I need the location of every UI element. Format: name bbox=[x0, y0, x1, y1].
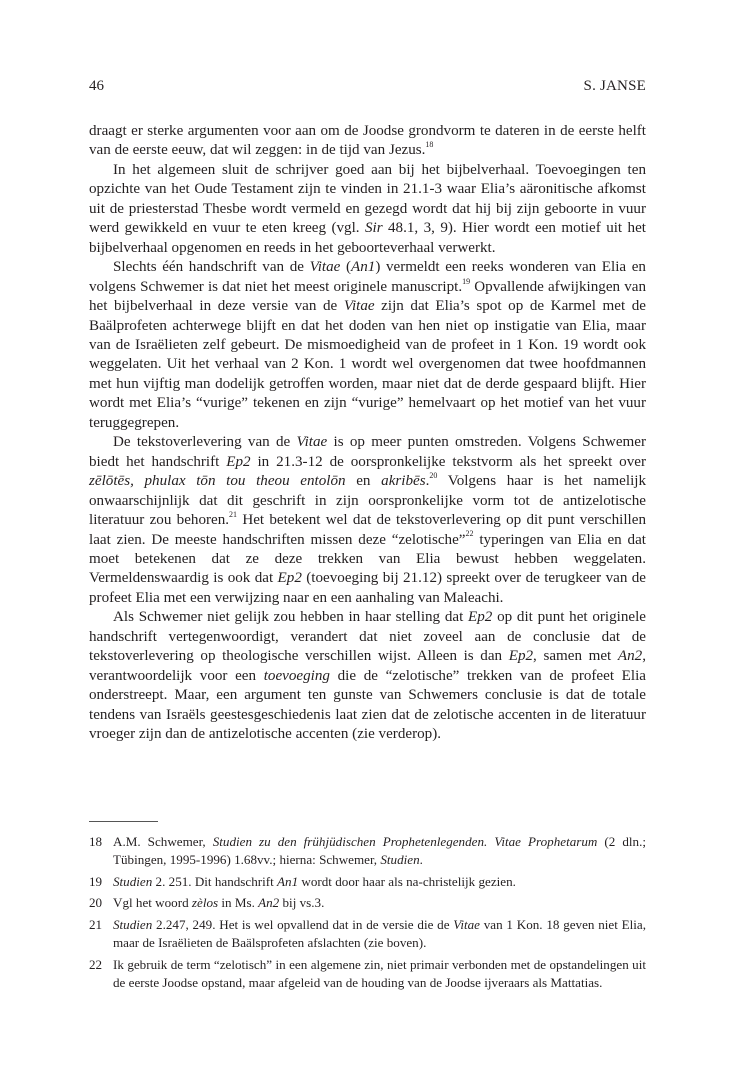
italic-text: Sir bbox=[364, 220, 383, 237]
text-run: Volgens haar is het namelijk onwaarschijnlijk dat dit geschrift in zijn oorspronkelijke vorm tot de antizelotische literatuur zou behoren. bbox=[89, 473, 647, 529]
footnote bbox=[89, 833, 646, 869]
italic-text: Ep2 bbox=[277, 570, 302, 587]
italic-text: Ep2 bbox=[226, 453, 251, 470]
text-run: Opvallende afwijkingen van het bijbelverhaal in deze versie van de bbox=[89, 278, 647, 315]
page-number: 46 bbox=[89, 78, 104, 94]
italic-text: Vitae bbox=[343, 298, 375, 315]
running-head-author: S. JANSE bbox=[583, 78, 646, 94]
text-run: In het algemeen sluit de schrijver goed aan bij het bijbelverhaal. Toevoegingen ten opzichte van het Oude Testament zijn te vinden in 21.1-3 waar Elia’s aäronitische afkomst uit de priesterstad Thesbe wordt vermeld en gezegd wordt dat hij bij zijn geboorte in vuur werd gewikkeld en vuur te eten kreeg (vgl. bbox=[89, 161, 646, 237]
paragraph bbox=[89, 122, 646, 161]
footnote bbox=[89, 873, 646, 891]
text-run: van 1 Kon. 18 geven niet Elia, maar de Israëlieten de Baälsprofeten afslachten (zie boven). bbox=[113, 916, 646, 951]
italic-text: akribēs bbox=[381, 473, 426, 490]
footnote bbox=[89, 894, 646, 912]
text-run: bij vs.3. bbox=[279, 895, 325, 911]
text-run: die de “zelotische” trekken van de profeet Elia onderstreept. Maar, een argument ten gunste van Schwemers conclusie is dat de totale tendens van Israëls geestesgeschiedenis laat zien dat de zelotische accenten in de literatuur vroeger zijn dan de antizelotische accenten (zie verderop). bbox=[89, 667, 646, 743]
text-run: Vgl het woord bbox=[113, 895, 192, 911]
text-run: Slechts één handschrift van de bbox=[113, 259, 310, 276]
text-run: ) vermeldt een reeks wonderen van Elia en volgens Schwemer is dat niet het meest originele manuscript. bbox=[89, 259, 646, 295]
text-run: De tekstoverlevering van de bbox=[113, 434, 297, 451]
text-run: op dit punt het originele handschrift vertegenwoordigt, verandert dat niet zoveel aan de conclusie dat de tekstoverlevering op theologische verschillen wijst. Alleen is dan bbox=[89, 609, 646, 665]
text-run: Ik gebruik de term “zelotisch” in een algemene zin, niet primair verbonden met de opstandelingen uit de eerste Joodse opstand, maar afgeleid van de houding van de Joodse ijveraars als Mattatias. bbox=[113, 956, 646, 990]
italic-text: Ep2 bbox=[468, 609, 493, 626]
footnote-number: 22 bbox=[89, 956, 103, 972]
italic-text: Vitae bbox=[309, 259, 341, 276]
paragraph bbox=[89, 608, 646, 744]
italic-text: toevoeging bbox=[263, 667, 330, 684]
main-text bbox=[89, 122, 646, 745]
text-run: draagt er sterke argumenten voor aan om de Joodse grondvorm te dateren in de eerste helft van de eerste eeuw, dat wil zeggen: in de tijd van Jezus. bbox=[89, 123, 646, 159]
italic-text: An2 bbox=[617, 648, 643, 665]
footnote-reference[interactable]: 22 bbox=[465, 529, 474, 539]
italic-text: Ep2 bbox=[508, 648, 534, 665]
paragraph bbox=[89, 433, 646, 608]
footnote-separator bbox=[89, 821, 158, 822]
text-run: . bbox=[425, 473, 430, 490]
text-run: en bbox=[345, 473, 382, 490]
footnote bbox=[89, 956, 646, 992]
text-run: A.M. Schwemer, bbox=[113, 834, 213, 849]
footnote-reference[interactable]: 19 bbox=[462, 276, 471, 286]
text-run: 2. 251. Dit handschrift bbox=[152, 873, 278, 889]
text-run: . bbox=[419, 852, 423, 868]
text-run: Het betekent wel dat de tekstoverlevering op dit punt verschillen laat zien. De meeste handschriften missen deze “zelotische” bbox=[89, 512, 647, 548]
running-header bbox=[89, 78, 646, 98]
italic-text: An1 bbox=[277, 873, 299, 889]
italic-text: Vitae bbox=[296, 434, 328, 451]
italic-text: zēlōtēs, phulax tōn tou theou entolōn bbox=[89, 473, 346, 490]
footnote-number: 21 bbox=[89, 916, 103, 932]
text-run: 48.1, 3, 9). Hier wordt een motief uit het bijbelverhaal opgenomen en reeds in het geboorteverhaal verwerkt. bbox=[89, 220, 646, 256]
text-run: ( bbox=[340, 259, 351, 276]
text-run: (toevoeging bij 21.12) spreekt over de terugkeer van de profeet Elia met een verwijzing naar en een aanhaling van Maleachi. bbox=[89, 570, 646, 606]
text-run: (2 dln.; Tübingen, 1995-1996) 1.68vv.; hierna: Schwemer, bbox=[113, 834, 646, 868]
text-run: zijn dat Elia’s spot op de Karmel met de Baälprofeten achterwege blijft en dat het doden van hen niet op instigatie van Elia, maar van de Israëlieten zelf gebeurt. De mismoedigheid van de profeet in 1 Kon. 19 wordt ook weggelaten. Uit het verhaal van 2 Kon. 1 wordt wel overgenomen dat twee hoofdmannen met hun vijftig man dodelijk getroffen worden, maar niet dat de derde gespaard blijft. Hier wordt met Elia’s “vurige” tekenen en zijn “vurige” hemelvaart op het motief van het vuur teruggegrepen. bbox=[89, 298, 646, 431]
text-run: wordt door haar als na-christelijk gezien. bbox=[298, 873, 516, 889]
footnote-number: 20 bbox=[89, 895, 103, 911]
italic-text: Studien bbox=[113, 873, 153, 889]
footnote-text bbox=[113, 895, 324, 910]
italic-text: An2 bbox=[258, 895, 280, 911]
paragraph bbox=[89, 258, 646, 433]
text-run: Als Schwemer niet gelijk zou hebben in haar stelling dat bbox=[113, 609, 469, 626]
footnote-text bbox=[113, 917, 646, 950]
footnote bbox=[89, 916, 646, 952]
italic-text: Vitae bbox=[453, 916, 480, 932]
text-run: , verantwoordelijk voor een bbox=[89, 648, 646, 684]
footnote-reference[interactable]: 21 bbox=[229, 510, 238, 520]
italic-text: Studien bbox=[113, 916, 153, 932]
italic-text: zèlos bbox=[191, 895, 219, 911]
text-run: typeringen van Elia en dat moet betekenen dat ze deze trekken van Elia bewust hebben weggelaten. Vermeldenswaardig is ook dat bbox=[89, 531, 646, 587]
text-run: in Ms. bbox=[218, 895, 259, 911]
footnote-text bbox=[113, 957, 646, 990]
footnote-text bbox=[113, 834, 646, 867]
footnote-reference[interactable]: 20 bbox=[429, 471, 438, 481]
italic-text: An1 bbox=[350, 259, 376, 276]
text-run: in 21.3-12 de oorspronkelijke tekstvorm als het spreekt over bbox=[250, 453, 646, 470]
text-run: is op meer punten omstreden. Volgens Schwemer biedt het handschrift bbox=[89, 434, 647, 470]
footnote-number: 19 bbox=[89, 873, 103, 889]
text-run: 2.247, 249. Het is wel opvallend dat in de versie die de bbox=[152, 916, 454, 932]
footnotes bbox=[89, 833, 646, 996]
footnote-reference[interactable]: 18 bbox=[425, 140, 434, 150]
italic-text: Studien bbox=[380, 852, 420, 868]
italic-text: Studien zu den frühjüdischen Prophetenlegenden. Vitae Prophetarum bbox=[212, 834, 598, 849]
text-run: , samen met bbox=[533, 648, 618, 665]
footnote-text bbox=[113, 874, 516, 889]
footnote-number: 18 bbox=[89, 834, 103, 849]
paragraph bbox=[89, 161, 646, 258]
